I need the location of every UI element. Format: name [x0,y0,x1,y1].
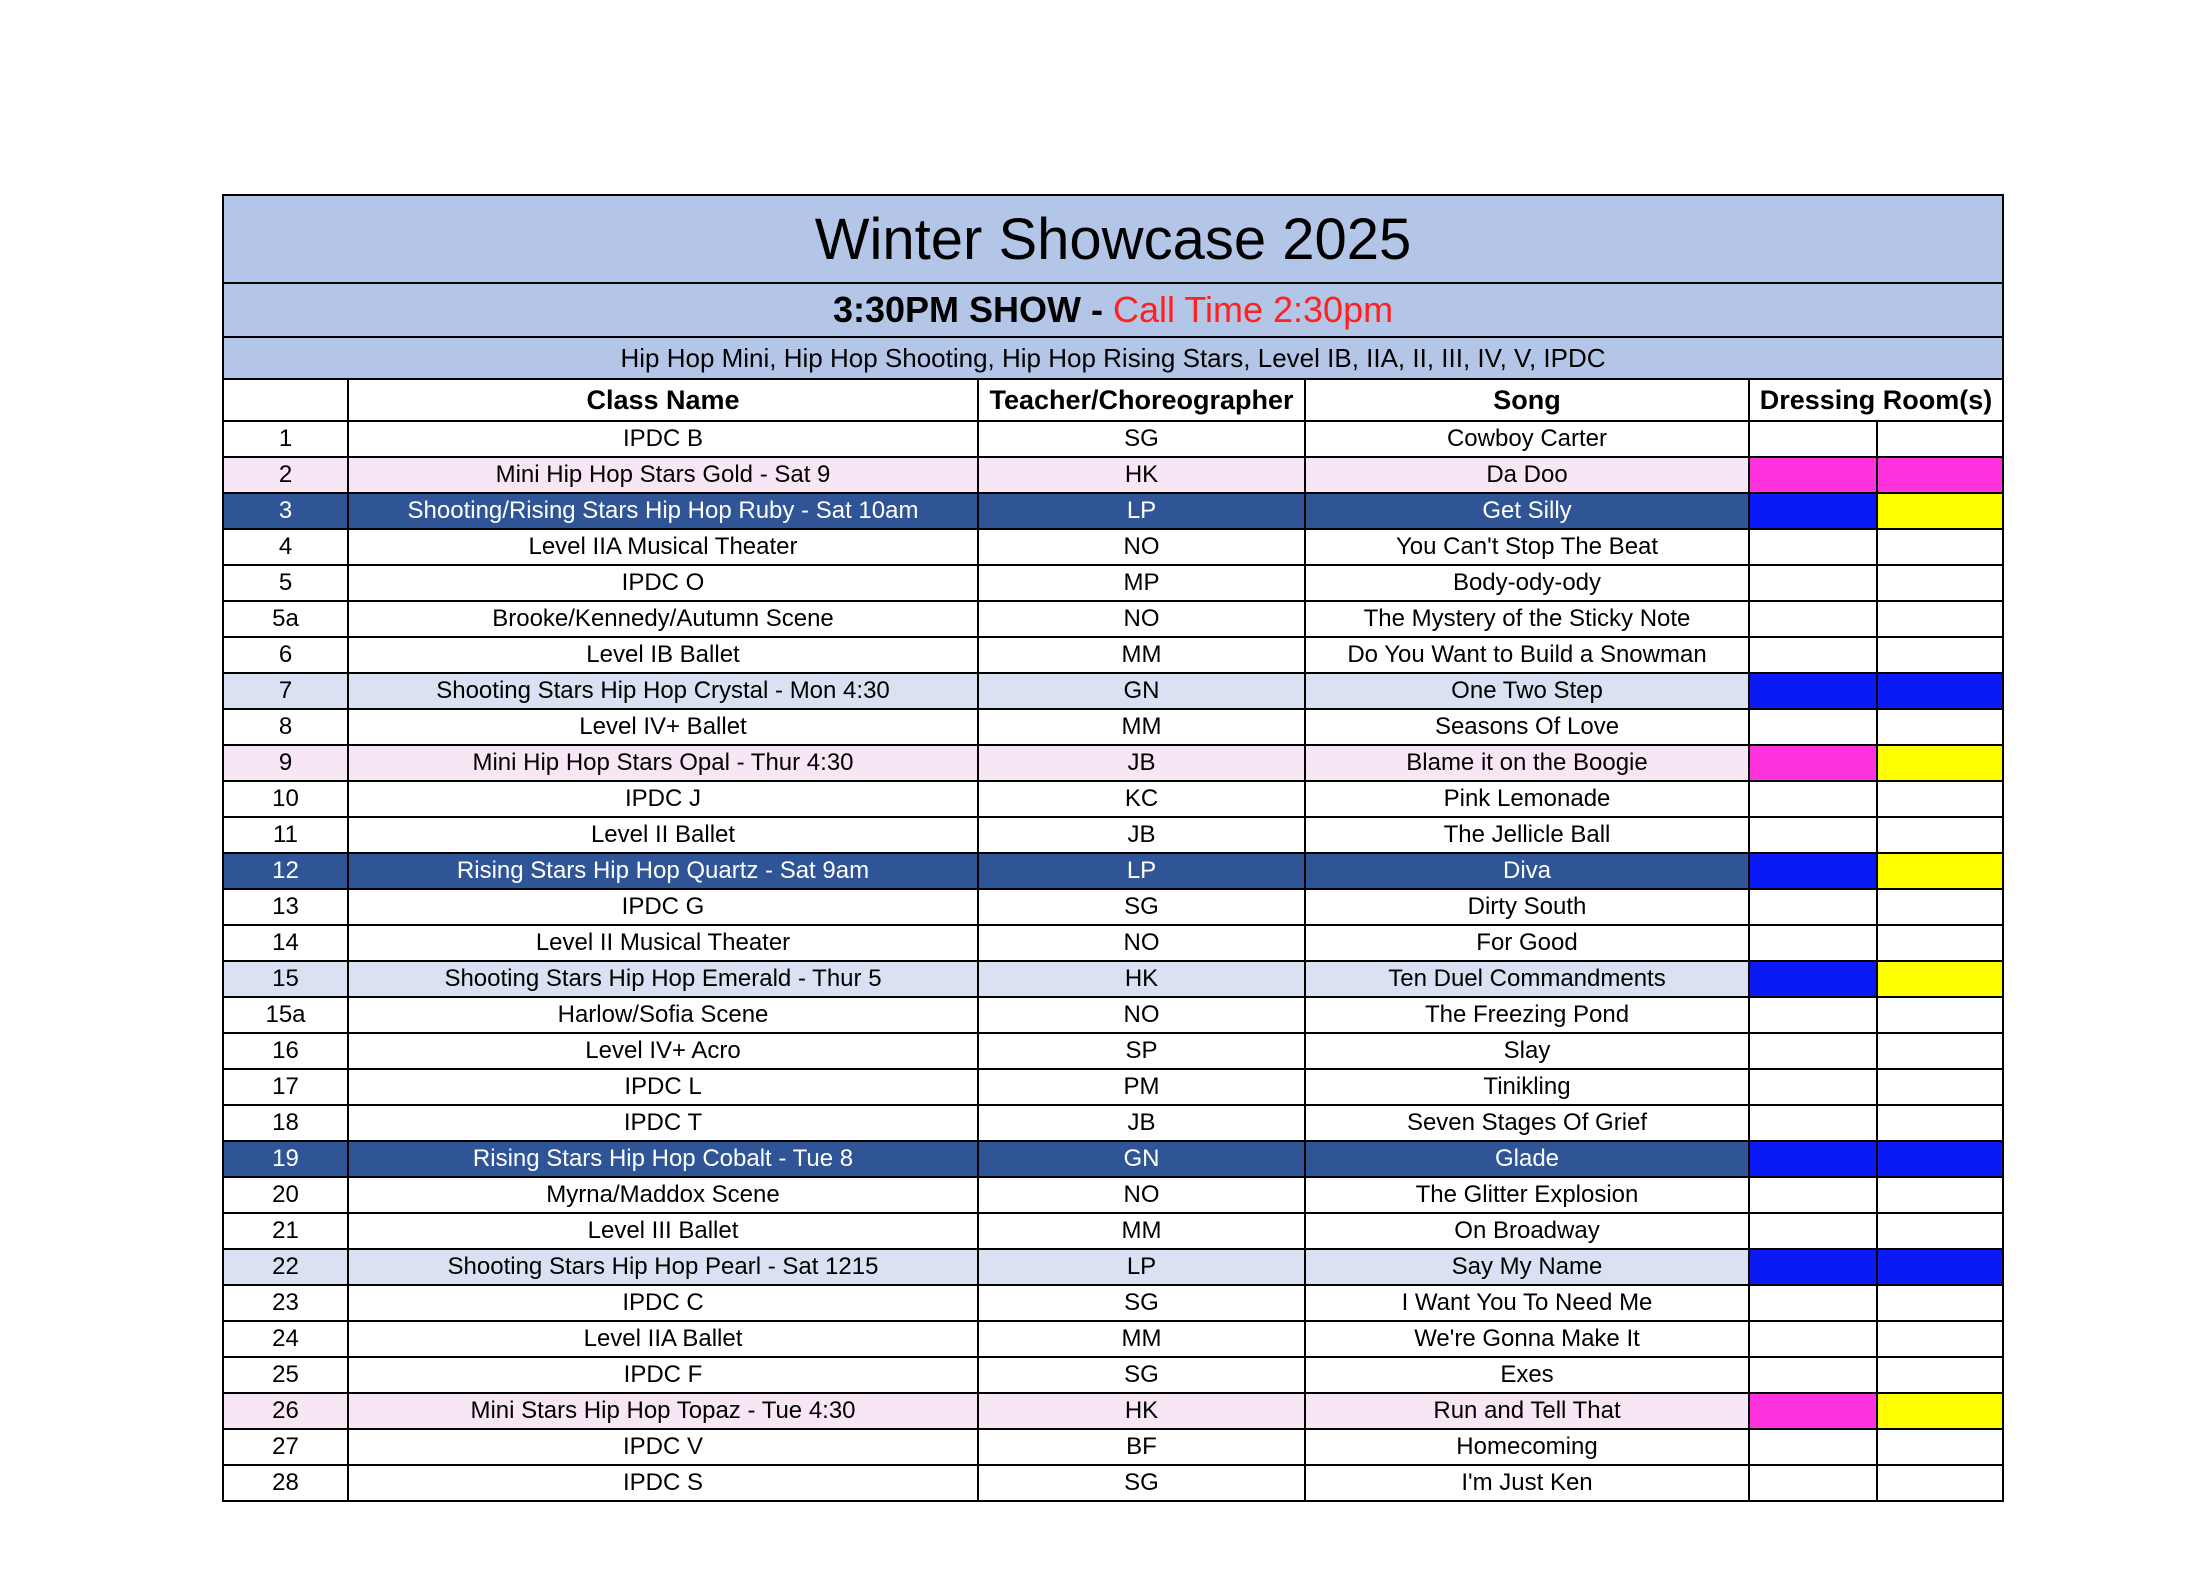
table-row [223,637,2003,673]
row-number: 4 [223,529,348,565]
song-cell: Cowboy Carter [1305,421,1749,457]
class-name-cell: Myrna/Maddox Scene [348,1177,978,1213]
dressing-room-cell [1877,1321,2003,1357]
table-row [223,1249,2003,1285]
teacher-cell: JB [978,745,1305,781]
table-row [223,601,2003,637]
dressing-room-cell [1749,1393,1877,1429]
row-number: 2 [223,457,348,493]
row-number: 5 [223,565,348,601]
row-number: 10 [223,781,348,817]
dressing-room-cell [1877,1429,2003,1465]
dressing-room-cell [1749,1105,1877,1141]
dressing-room-cell [1877,745,2003,781]
song-cell: Dirty South [1305,889,1749,925]
song-cell: Da Doo [1305,457,1749,493]
class-name-cell: Rising Stars Hip Hop Cobalt - Tue 8 [348,1141,978,1177]
teacher-cell: HK [978,961,1305,997]
dressing-room-cell [1749,1069,1877,1105]
dressing-room-cell [1877,1393,2003,1429]
teacher-cell: NO [978,997,1305,1033]
table-row [223,925,2003,961]
row-number: 23 [223,1285,348,1321]
teacher-cell: MM [978,1321,1305,1357]
row-number: 3 [223,493,348,529]
row-number: 18 [223,1105,348,1141]
dressing-room-cell [1749,1249,1877,1285]
dressing-room-cell [1877,1213,2003,1249]
show-time-banner [223,283,2003,337]
class-name-cell: Level IIA Musical Theater [348,529,978,565]
dressing-room-cell [1749,565,1877,601]
song-cell: Tinikling [1305,1069,1749,1105]
dressing-room-cell [1749,889,1877,925]
row-number: 13 [223,889,348,925]
table-row [223,1069,2003,1105]
classes-summary: Hip Hop Mini, Hip Hop Shooting, Hip Hop Rising Stars, Level IB, IIA, II, III, IV, V, IPDC [223,337,2003,379]
song-cell: For Good [1305,925,1749,961]
teacher-cell: LP [978,1249,1305,1285]
song-cell: I Want You To Need Me [1305,1285,1749,1321]
table-row [223,997,2003,1033]
song-cell: Run and Tell That [1305,1393,1749,1429]
table-row [223,1393,2003,1429]
class-name-cell: IPDC G [348,889,978,925]
dressing-room-cell [1749,673,1877,709]
teacher-cell: SG [978,1465,1305,1501]
table-row [223,781,2003,817]
song-cell: Slay [1305,1033,1749,1069]
song-cell: I'm Just Ken [1305,1465,1749,1501]
song-cell: You Can't Stop The Beat [1305,529,1749,565]
dressing-room-cell [1749,1465,1877,1501]
column-header-teacher: Teacher/Choreographer [978,379,1305,421]
page-title: Winter Showcase 2025 [223,195,2003,283]
song-cell: The Glitter Explosion [1305,1177,1749,1213]
row-number: 1 [223,421,348,457]
teacher-cell: SG [978,889,1305,925]
dressing-room-cell [1877,997,2003,1033]
class-name-cell: Mini Hip Hop Stars Gold - Sat 9 [348,457,978,493]
table-row [223,493,2003,529]
column-header-song: Song [1305,379,1749,421]
row-number: 22 [223,1249,348,1285]
column-header-class-name: Class Name [348,379,978,421]
class-name-cell: Brooke/Kennedy/Autumn Scene [348,601,978,637]
table-row [223,1141,2003,1177]
song-cell: Exes [1305,1357,1749,1393]
song-cell: Seven Stages Of Grief [1305,1105,1749,1141]
dressing-room-cell [1749,1033,1877,1069]
teacher-cell: LP [978,493,1305,529]
showcase-sheet [222,194,2002,1502]
show-label: 3:30PM SHOW - [832,289,1113,330]
class-name-cell: Mini Hip Hop Stars Opal - Thur 4:30 [348,745,978,781]
column-header-row [223,379,2003,421]
showcase-table [222,194,2004,1502]
dressing-room-cell [1877,1033,2003,1069]
song-cell: Homecoming [1305,1429,1749,1465]
dressing-room-cell [1877,1249,2003,1285]
class-name-cell: Level IB Ballet [348,637,978,673]
teacher-cell: HK [978,1393,1305,1429]
dressing-room-cell [1877,601,2003,637]
table-row [223,853,2003,889]
class-name-cell: Shooting Stars Hip Hop Emerald - Thur 5 [348,961,978,997]
dressing-room-cell [1877,853,2003,889]
teacher-cell: MM [978,709,1305,745]
class-name-cell: IPDC J [348,781,978,817]
table-row [223,1321,2003,1357]
call-time: Call Time 2:30pm [1112,289,1394,330]
dressing-room-cell [1749,1213,1877,1249]
dressing-room-cell [1749,997,1877,1033]
dressing-room-cell [1877,1105,2003,1141]
teacher-cell: KC [978,781,1305,817]
row-number: 9 [223,745,348,781]
table-row [223,1033,2003,1069]
table-row [223,1465,2003,1501]
dressing-room-cell [1749,457,1877,493]
teacher-cell: SP [978,1033,1305,1069]
song-cell: Seasons Of Love [1305,709,1749,745]
dressing-room-cell [1877,421,2003,457]
class-name-cell: Level III Ballet [348,1213,978,1249]
dressing-room-cell [1749,781,1877,817]
row-number: 16 [223,1033,348,1069]
dressing-room-cell [1877,1069,2003,1105]
class-name-cell: Level IV+ Ballet [348,709,978,745]
class-name-cell: IPDC B [348,421,978,457]
song-cell: The Jellicle Ball [1305,817,1749,853]
column-header-number [223,379,348,421]
row-number: 15a [223,997,348,1033]
row-number: 26 [223,1393,348,1429]
teacher-cell: NO [978,925,1305,961]
dressing-room-cell [1749,1177,1877,1213]
teacher-cell: NO [978,601,1305,637]
teacher-cell: BF [978,1429,1305,1465]
teacher-cell: JB [978,817,1305,853]
row-number: 25 [223,1357,348,1393]
row-number: 19 [223,1141,348,1177]
class-name-cell: IPDC O [348,565,978,601]
dressing-room-cell [1749,1429,1877,1465]
class-name-cell: IPDC F [348,1357,978,1393]
dressing-room-cell [1877,817,2003,853]
class-name-cell: Harlow/Sofia Scene [348,997,978,1033]
class-name-cell: Shooting Stars Hip Hop Pearl - Sat 1215 [348,1249,978,1285]
row-number: 24 [223,1321,348,1357]
class-name-cell: Shooting Stars Hip Hop Crystal - Mon 4:30 [348,673,978,709]
dressing-room-cell [1749,817,1877,853]
table-row [223,673,2003,709]
row-number: 7 [223,673,348,709]
row-number: 27 [223,1429,348,1465]
class-name-cell: IPDC T [348,1105,978,1141]
table-row [223,1177,2003,1213]
dressing-room-cell [1749,1285,1877,1321]
table-row [223,889,2003,925]
teacher-cell: PM [978,1069,1305,1105]
dressing-room-cell [1877,1357,2003,1393]
dressing-room-cell [1749,529,1877,565]
dressing-room-cell [1749,601,1877,637]
dressing-room-cell [1749,1357,1877,1393]
song-cell: Ten Duel Commandments [1305,961,1749,997]
teacher-cell: HK [978,457,1305,493]
dressing-room-cell [1749,637,1877,673]
dressing-room-cell [1877,1177,2003,1213]
teacher-cell: SG [978,421,1305,457]
song-cell: Do You Want to Build a Snowman [1305,637,1749,673]
row-number: 12 [223,853,348,889]
song-cell: The Freezing Pond [1305,997,1749,1033]
teacher-cell: SG [978,1357,1305,1393]
table-row [223,709,2003,745]
song-cell: On Broadway [1305,1213,1749,1249]
row-number: 14 [223,925,348,961]
table-row [223,1213,2003,1249]
song-cell: Diva [1305,853,1749,889]
dressing-room-cell [1877,565,2003,601]
dressing-room-cell [1749,853,1877,889]
row-number: 20 [223,1177,348,1213]
row-number: 6 [223,637,348,673]
dressing-room-cell [1877,493,2003,529]
dressing-room-cell [1877,889,2003,925]
song-cell: Body-ody-ody [1305,565,1749,601]
table-row [223,1429,2003,1465]
song-cell: The Mystery of the Sticky Note [1305,601,1749,637]
row-number: 28 [223,1465,348,1501]
teacher-cell: MM [978,1213,1305,1249]
song-cell: Glade [1305,1141,1749,1177]
dressing-room-cell [1877,457,2003,493]
song-cell: Get Silly [1305,493,1749,529]
class-name-cell: IPDC S [348,1465,978,1501]
table-row [223,421,2003,457]
teacher-cell: LP [978,853,1305,889]
dressing-room-cell [1749,745,1877,781]
class-name-cell: Rising Stars Hip Hop Quartz - Sat 9am [348,853,978,889]
class-name-cell: Level IV+ Acro [348,1033,978,1069]
row-number: 17 [223,1069,348,1105]
table-row [223,961,2003,997]
dressing-room-cell [1877,1141,2003,1177]
row-number: 8 [223,709,348,745]
table-row [223,457,2003,493]
class-name-cell: Level IIA Ballet [348,1321,978,1357]
teacher-cell: SG [978,1285,1305,1321]
class-name-cell: IPDC C [348,1285,978,1321]
teacher-cell: NO [978,529,1305,565]
dressing-room-cell [1749,925,1877,961]
class-name-cell: IPDC V [348,1429,978,1465]
song-cell: We're Gonna Make It [1305,1321,1749,1357]
class-name-cell: Level II Ballet [348,817,978,853]
dressing-room-cell [1877,673,2003,709]
song-cell: Blame it on the Boogie [1305,745,1749,781]
dressing-room-cell [1749,1141,1877,1177]
dressing-room-cell [1877,925,2003,961]
song-cell: One Two Step [1305,673,1749,709]
dressing-room-cell [1877,1465,2003,1501]
table-row [223,529,2003,565]
dressing-room-cell [1877,1285,2003,1321]
dressing-room-cell [1749,1321,1877,1357]
teacher-cell: JB [978,1105,1305,1141]
dressing-room-cell [1877,529,2003,565]
row-number: 21 [223,1213,348,1249]
dressing-room-cell [1749,421,1877,457]
class-name-cell: IPDC L [348,1069,978,1105]
row-number: 5a [223,601,348,637]
table-row [223,1357,2003,1393]
song-cell: Say My Name [1305,1249,1749,1285]
column-header-dressing-rooms: Dressing Room(s) [1749,379,2003,421]
dressing-room-cell [1877,781,2003,817]
dressing-room-cell [1749,493,1877,529]
dressing-room-cell [1877,709,2003,745]
teacher-cell: MM [978,637,1305,673]
teacher-cell: NO [978,1177,1305,1213]
table-row [223,1105,2003,1141]
class-name-cell: Mini Stars Hip Hop Topaz - Tue 4:30 [348,1393,978,1429]
dressing-room-cell [1749,709,1877,745]
class-name-cell: Shooting/Rising Stars Hip Hop Ruby - Sat 10am [348,493,978,529]
row-number: 15 [223,961,348,997]
class-name-cell: Level II Musical Theater [348,925,978,961]
row-number: 11 [223,817,348,853]
teacher-cell: GN [978,673,1305,709]
teacher-cell: MP [978,565,1305,601]
song-cell: Pink Lemonade [1305,781,1749,817]
teacher-cell: GN [978,1141,1305,1177]
table-row [223,745,2003,781]
table-row [223,1285,2003,1321]
dressing-room-cell [1877,637,2003,673]
dressing-room-cell [1877,961,2003,997]
table-row [223,817,2003,853]
table-row [223,565,2003,601]
dressing-room-cell [1749,961,1877,997]
